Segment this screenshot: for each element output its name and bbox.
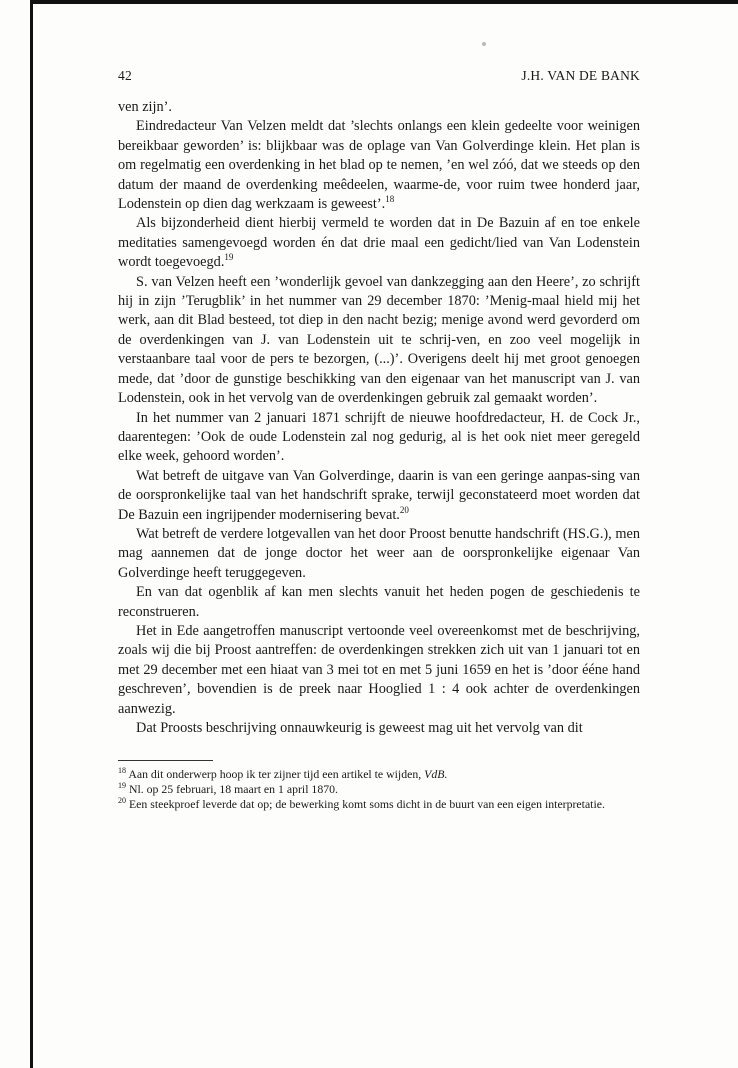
footnote-ref: 20: [399, 504, 409, 515]
footnote: $^{20}$ Een steekproef leverde dat op; de bewerking komt soms dicht in de buurt van een eigen interpretatie.: [118, 796, 605, 812]
paragraph: Dat Proosts beschrijving onnauwkeurig is geweest mag uit het vervolg van dit: [136, 720, 583, 736]
paragraph: ven zijn’.: [118, 99, 172, 115]
paragraph: S. van Velzen heeft een ’wonderlijk gevoel van dankzegging aan den Heere’, zo schrijft hij in zijn ’Terugblik’ in het nummer van 29 december 1870: ’Menig-maal hield mij het werk, aan dit Blad besteed, tot diep in den nacht bezig; menige avond werd gevorderd om de overdenkingen van J. van Lodenstein uit te schrij-ven, en zoo veel mogelijk in verstaanbare taal voor de pers te bezorgen, (...)’. Overigens deelt hij met groot genoegen mede, dat ’door de gunstige beschikking van den eigenaar van het manuscript van J. van Lodenstein, ook in het vervolg van de overdenkingen gebruik zal gemaakt worden’.: [118, 273, 640, 407]
paragraph: Als bijzonderheid dient hierbij vermeld te worden dat in De Bazuin af en toe enkele meditaties samengevoegd worden én dat drie maal een gedicht/lied van Van Lodenstein wordt toegevoegd.$^{19}$: [118, 215, 640, 271]
footnote-ref: 19: [224, 252, 234, 263]
footnote-divider: [118, 760, 213, 761]
scan-speck: [482, 42, 486, 46]
footnote: $^{19}$ Nl. op 25 februari, 18 maart en 1 april 1870.: [118, 781, 338, 797]
paragraph: Wat betreft de uitgave van Van Golverdinge, daarin is van een geringe aanpas-sing van de oorspronkelijke taal van het handschrift sprake, terwijl geconstateerd moet worden dat De Bazuin een ingrijpender modernisering bevat.$^{20}$: [118, 467, 640, 523]
page-header: [118, 68, 640, 84]
footnote: $^{18}$ Aan dit onderwerp hoop ik ter zijner tijd een artikel te wijden, VdB.: [118, 766, 448, 782]
footnotes: [118, 767, 640, 812]
paragraph: Wat betreft de verdere lotgevallen van het door Proost benutte handschrift (HS.G.), men mag aannemen dat de jonge doctor het weer aan de oorspronkelijke eigenaar Van Golverdinge heeft teruggegeven.: [118, 525, 640, 581]
body-text: [118, 98, 640, 738]
paragraph: Het in Ede aangetroffen manuscript vertoonde veel overeenkomst met de beschrijving, zoals wij die bij Proost aantreffen: de overdenkingen strekken zich uit van 1 januari tot en met 29 december met een hiaat van 3 mei tot en met 5 juni 1659 en het is ’door ééne hand geschreven’, bovendien is de preek naar Hooglied 1 : 4 ook achter de overdenkingen aanwezig.: [118, 622, 640, 717]
footnote-ref: 18: [385, 194, 395, 205]
paragraph: In het nummer van 2 januari 1871 schrijft de nieuwe hoofdredacteur, H. de Cock Jr., daarentegen: ’Ook de oude Lodenstein zal nog gedurig, al is het ook niet meer geregeld elke week, gehoord worden’.: [118, 409, 640, 465]
running-head: J.H. VAN DE BANK: [521, 68, 640, 83]
page-number: 42: [118, 68, 132, 83]
scan-border-top: [30, 0, 738, 4]
paragraph: Eindredacteur Van Velzen meldt dat ’slechts onlangs een klein gedeelte voor weinigen bereikbaar geworden’ is: blijkbaar was de oplage van Van Golverdinge klein. Het plan is om regelmatig een overdenking in het blad op te nemen, ’en wel zóó, dat we steeds op den datum der maand de overdenking meêdeelen, waarme-de, voor ruim twee honderd jaar, Lodenstein op dien dag werkzaam is geweest’.$^{18}$: [118, 118, 640, 213]
paragraph: En van dat ogenblik af kan men slechts vanuit het heden pogen de geschiedenis te reconstrueren.: [118, 584, 640, 620]
scan-border-left: [30, 0, 33, 1068]
book-page: [118, 68, 640, 812]
